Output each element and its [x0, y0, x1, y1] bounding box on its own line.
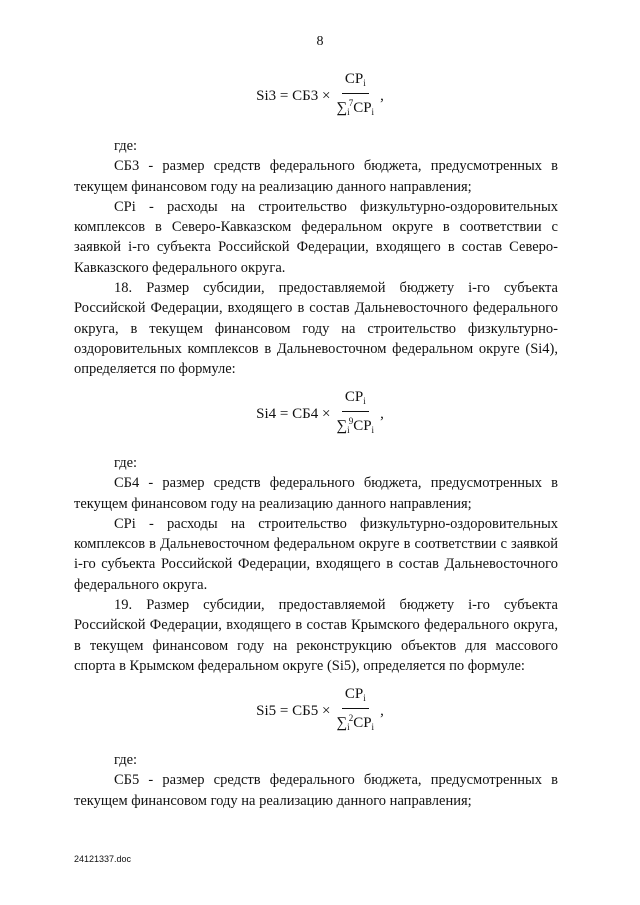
sigma-sup: 9: [348, 416, 354, 426]
numerator-text: CP: [344, 686, 364, 702]
numerator-sub: i: [363, 78, 366, 88]
formula-fraction: [336, 71, 374, 121]
sigma-icon: ∑: [336, 418, 348, 434]
where-label: где:: [114, 455, 138, 471]
paragraph: CPi - расходы на строительство физкультурно-оздоровительных комплексов в Северо-Кавказском федеральном округе в соответствии с заявкой i-го субъекта Российской Федерации, входящего в состав Северо-Кавказского федерального округа.: [74, 198, 558, 276]
sigma-sup: 2: [348, 713, 354, 723]
denominator-sub: i: [371, 722, 375, 732]
denominator-text: CP: [353, 418, 372, 434]
sigma-icon: ∑: [336, 715, 348, 731]
paragraph: 18. Размер субсидии, предоставляемой бюджету i-го субъекта Российской Федерации, входящего в состав Дальневосточного федерального округа, в текущем финансовом году на строительство физкультурно-оздоровительных комплексов в Дальневосточном федеральном округе (Si4), определяется по формуле:: [74, 280, 558, 378]
formula-si4: [0, 389, 640, 439]
where-label: где:: [114, 138, 138, 154]
text-block-3: [74, 750, 558, 811]
paragraph: СБ3 - размер средств федерального бюджета, предусмотренных в текущем финансовом году на реализацию данного направления;: [74, 158, 558, 195]
paragraph: CPi - расходы на строительство физкультурно-оздоровительных комплексов в Дальневосточном федеральном округе в соответствии с заявкой i-го субъекта Российской Федерации, входящего в состав Дальневосточного федерального округа.: [74, 515, 558, 593]
formula-fraction: [336, 389, 374, 439]
sigma-sub: i: [347, 107, 350, 117]
formula-tail: ,: [380, 702, 384, 719]
denominator-text: CP: [353, 100, 372, 116]
footer-filename: 24121337.doc: [74, 854, 132, 864]
where-label: где:: [114, 752, 138, 768]
denominator-text: CP: [353, 715, 372, 731]
text-block-1: [74, 136, 558, 380]
formula-tail: ,: [380, 405, 384, 422]
formula-si5: [0, 686, 640, 736]
formula-denominator: [336, 412, 374, 439]
formula-numerator: [342, 389, 369, 412]
sigma-sub: i: [347, 722, 350, 732]
numerator-sub: i: [363, 396, 366, 406]
paragraph: СБ4 - размер средств федерального бюджета, предусмотренных в текущем финансовом году на реализацию данного направления;: [74, 475, 558, 512]
sigma-sup: 7: [348, 98, 354, 108]
page-number: 8: [316, 34, 324, 49]
sigma-sub: i: [347, 425, 350, 435]
formula-left: Si4 = СБ4 ×: [256, 405, 331, 422]
sigma-icon: ∑: [336, 100, 348, 116]
formula-numerator: [342, 71, 369, 94]
formula-fraction: [336, 686, 374, 736]
denominator-sub: i: [371, 425, 375, 435]
formula-left: Si5 = СБ5 ×: [256, 702, 331, 719]
numerator-text: CP: [344, 389, 364, 405]
paragraph: 19. Размер субсидии, предоставляемой бюджету i-го субъекта Российской Федерации, входящего в состав Крымского федерального округа, в текущем финансовом году на реконструкцию объектов для массового спорта в Крымском федеральном округе (Si5), определяется по формуле:: [74, 597, 558, 674]
text-block-2: [74, 453, 558, 676]
numerator-text: CP: [344, 71, 364, 87]
formula-denominator: [336, 709, 374, 736]
formula-si3: [0, 71, 640, 121]
formula-denominator: [336, 94, 374, 121]
formula-left: Si3 = СБ3 ×: [256, 87, 331, 104]
numerator-sub: i: [363, 693, 366, 703]
denominator-sub: i: [371, 107, 375, 117]
formula-tail: ,: [380, 87, 384, 104]
paragraph: СБ5 - размер средств федерального бюджета, предусмотренных в текущем финансовом году на реализацию данного направления;: [74, 772, 558, 809]
formula-numerator: [342, 686, 369, 709]
